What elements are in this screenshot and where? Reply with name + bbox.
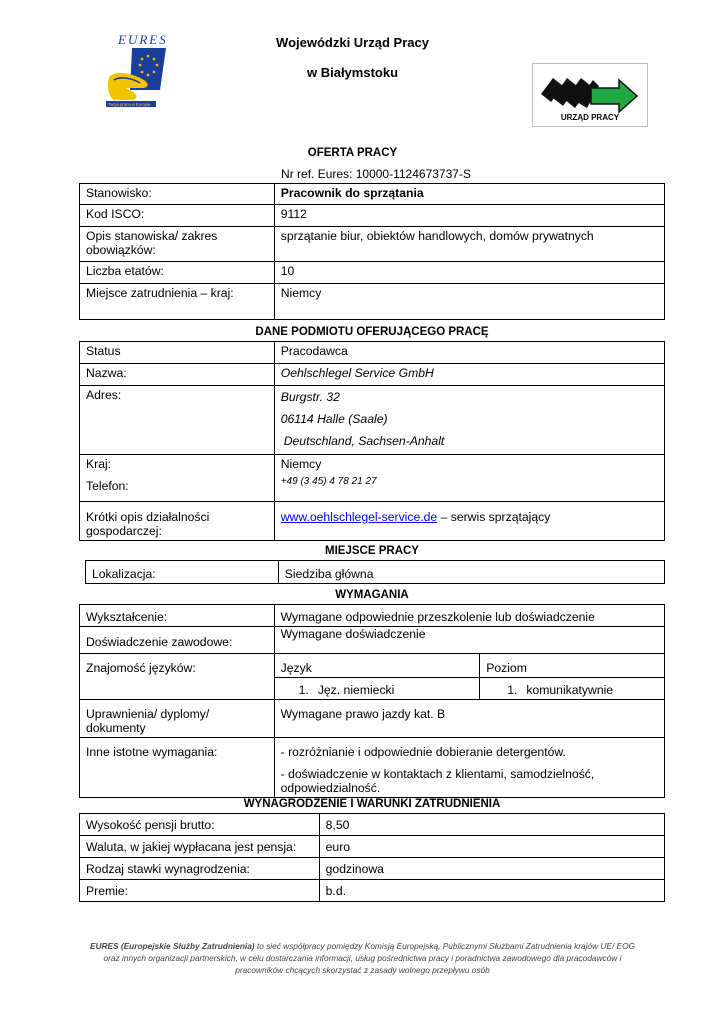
salary-amount-label: Wysokość pensji brutto: <box>80 814 320 836</box>
other-requirement-1: - rozróżnianie i odpowiednie dobieranie detergentów. <box>280 745 566 759</box>
experience-label: Doświadczenie zawodowe: <box>80 627 275 654</box>
table-row <box>80 364 665 386</box>
offer-title: OFERTA PRACY <box>307 147 398 159</box>
footer-line1 <box>80 940 645 952</box>
language-item-number: 1. <box>298 683 309 697</box>
positions-count-label: Liczba etatów: <box>80 262 275 284</box>
table-row <box>80 342 665 364</box>
isco-value: 9112 <box>274 205 664 227</box>
table-row <box>80 814 665 836</box>
country-label: Kraj: <box>80 455 275 474</box>
table-row <box>80 455 665 474</box>
description-label: Opis stanowiska/ zakres obowiązków: <box>80 227 275 262</box>
table-row <box>80 262 665 284</box>
requirements-section-title: WYMAGANIA <box>335 589 409 601</box>
work-country-label: Miejsce zatrudnienia – kraj: <box>80 284 275 320</box>
table-row <box>80 627 665 654</box>
business-description-text: – serwis sprzątający <box>437 509 551 524</box>
eures-logo-tagline: Twoja praca w Europie <box>108 102 151 107</box>
urzad-pracy-logo-text: URZĄD PRACY <box>560 113 620 122</box>
permits-label: Uprawnienia/ dyplomy/ dokumenty <box>80 700 275 738</box>
table-row <box>80 501 665 540</box>
phone-value: +49 (3 45) 4 78 21 27 <box>274 473 664 501</box>
address-street: Burgstr. 32 <box>280 390 340 404</box>
table-row <box>80 184 665 205</box>
salary-amount-value: 8,50 <box>319 814 664 836</box>
address-value <box>274 386 664 455</box>
positions-count-value: 10 <box>274 262 664 284</box>
location-label: Lokalizacja: <box>86 561 279 584</box>
table-row <box>80 700 665 738</box>
education-label: Wykształcenie: <box>80 605 275 627</box>
table-row <box>80 227 665 262</box>
offer-ref: Nr ref. Eures: 10000-1124673737-S <box>281 167 471 181</box>
position-label: Stanowisko: <box>80 184 275 205</box>
business-description-label: Krótki opis działalności gospodarczej: <box>80 501 275 540</box>
level-item <box>480 678 665 700</box>
education-value: Wymagane odpowiednie przeszkolenie lub doświadczenie <box>274 605 664 627</box>
table-row <box>80 858 665 880</box>
language-column-header: Język <box>274 654 480 678</box>
country-value: Niemcy <box>274 455 664 474</box>
location-value: Siedziba główna <box>278 561 664 584</box>
table-row <box>80 205 665 227</box>
level-column-header: Poziom <box>480 654 665 678</box>
table-row <box>86 561 665 584</box>
language-item <box>274 678 480 700</box>
company-website-link[interactable]: www.oehlschlegel-service.de <box>280 509 438 524</box>
phone-label: Telefon: <box>80 473 275 501</box>
currency-value: euro <box>319 836 664 858</box>
office-name-line2: w Białymstoku <box>306 65 399 80</box>
footer-note <box>80 940 645 976</box>
table-row <box>80 836 665 858</box>
name-label: Nazwa: <box>80 364 275 386</box>
footer-line1-text: to sieć współpracy pomiędzy Komisją Europejską, Publicznymi Służbami Zatrudnienia krajów UE/ EOG <box>254 941 636 951</box>
languages-label: Znajomość języków: <box>80 654 275 700</box>
table-row <box>80 654 665 678</box>
status-value: Pracodawca <box>274 342 664 364</box>
requirements-table <box>79 604 665 798</box>
permits-value: Wymagane prawo jazdy kat. B <box>274 700 664 738</box>
table-row <box>80 284 665 320</box>
other-requirements-label: Inne istotne wymagania: <box>80 738 275 798</box>
rate-type-label: Rodzaj stawki wynagrodzenia: <box>80 858 320 880</box>
experience-value: Wymagane doświadczenie <box>274 627 664 654</box>
eures-logo-text: EURES <box>118 32 168 47</box>
footer-line3: pracowników chcących skorzystać z zasady wolnego przepływu osób <box>235 965 490 975</box>
other-requirements-value <box>274 738 664 798</box>
level-item-number: 1. <box>507 683 518 697</box>
work-country-value: Niemcy <box>274 284 664 320</box>
table-row <box>80 605 665 627</box>
table-row <box>80 738 665 798</box>
table-row <box>80 880 665 902</box>
salary-section-title: WYNAGRODZENIE I WARUNKI ZATRUDNIENIA <box>243 798 501 810</box>
address-label: Adres: <box>80 386 275 455</box>
bonus-label: Premie: <box>80 880 320 902</box>
table-row <box>80 473 665 501</box>
table-row <box>80 386 665 455</box>
other-requirement-2: - doświadczenie w kontaktach z klientami, samodzielność, odpowiedzialność. <box>280 767 595 795</box>
language-item-value: Jęz. niemiecki <box>317 683 395 697</box>
currency-label: Waluta, w jakiej wypłacana jest pensja: <box>80 836 320 858</box>
urzad-pracy-logo <box>532 63 648 127</box>
employer-section-title: DANE PODMIOTU OFERUJĄCEGO PRACĘ <box>255 326 489 338</box>
eures-logo <box>104 30 174 110</box>
description-value: sprzątanie biur, obiektów handlowych, domów prywatnych <box>274 227 664 262</box>
address-city: 06114 Halle (Saale) <box>280 412 388 426</box>
salary-table <box>79 813 665 902</box>
address-region: Deutschland, Sachsen-Anhalt <box>283 434 445 448</box>
name-value: Oehlschlegel Service GmbH <box>274 364 664 386</box>
offer-table <box>79 183 665 320</box>
rate-type-value: godzinowa <box>319 858 664 880</box>
workplace-table <box>85 560 665 584</box>
workplace-section-title: MIEJSCE PRACY <box>325 545 419 557</box>
footer-line2: oraz innych organizacji partnerskich, w celu dostarczania informacji, usług pośrednictwa pracy i poradnictwa zawodowego dla pracodawców i <box>103 953 622 963</box>
footer-bold: EURES (Europejskie Służby Zatrudnienia) <box>89 941 255 951</box>
office-name-line1: Wojewódzki Urząd Pracy <box>276 35 429 50</box>
bonus-value: b.d. <box>319 880 664 902</box>
isco-label: Kod ISCO: <box>80 205 275 227</box>
status-label: Status <box>80 342 275 364</box>
level-item-value: komunikatywnie <box>526 683 614 697</box>
business-description-value <box>274 501 664 540</box>
position-value: Pracownik do sprzątania <box>274 184 664 205</box>
employer-table <box>79 341 665 541</box>
